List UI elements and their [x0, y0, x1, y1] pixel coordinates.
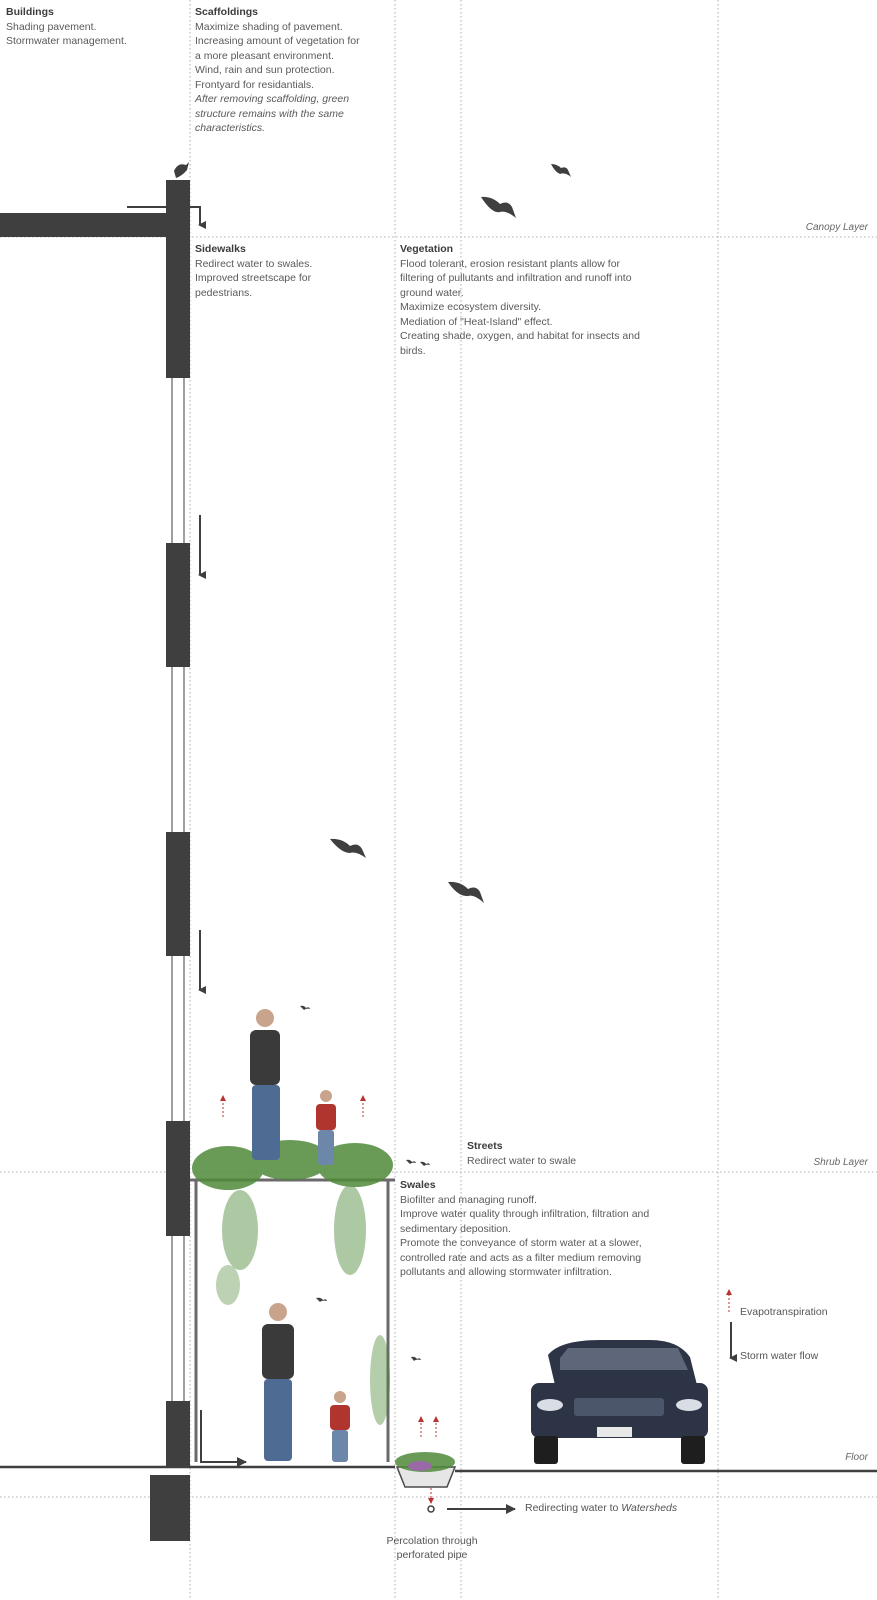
swales-line: Improve water quality through infiltration, filtration and — [400, 1208, 650, 1220]
facade-block-2 — [166, 543, 190, 667]
sidewalks-line: pedestrians. — [195, 286, 253, 299]
person-icon — [262, 1303, 294, 1461]
person-icon — [330, 1391, 350, 1462]
bird-icon — [406, 1160, 416, 1164]
vegetation-line: ground water. — [400, 286, 464, 299]
car-icon — [531, 1340, 708, 1464]
streets-title: Streets — [467, 1140, 503, 1152]
scaffoldings-note: After removing scaffolding, green — [195, 93, 350, 105]
facade-block-4 — [166, 1121, 190, 1236]
scaffoldings-line: Maximize shading of pavement. — [195, 20, 343, 33]
bird-icon — [300, 1006, 310, 1010]
percolation-line-1: Percolation through — [386, 1535, 478, 1547]
vegetation-line: Creating shade, oxygen, and habitat for insects and — [400, 330, 640, 342]
swales-title: Swales — [400, 1179, 436, 1191]
facade-block-1 — [166, 180, 190, 378]
bird-icon — [481, 197, 516, 218]
buildings-title: Buildings — [6, 6, 54, 18]
vegetation-line: Flood tolerant, erosion resistant plants allow for — [400, 257, 621, 270]
swales-line: Biofilter and managing runoff. — [400, 1193, 537, 1206]
vegetation-line: birds. — [400, 344, 426, 357]
buildings-block — [6, 5, 176, 49]
bird-icon — [448, 882, 484, 903]
perforated-pipe — [428, 1506, 434, 1512]
vegetation-line: filtering of pullutants and infiltration and runoff into — [400, 272, 632, 284]
bird-icon — [420, 1162, 430, 1166]
buildings-line: Shading pavement. — [6, 20, 97, 33]
swales-block — [400, 1178, 710, 1280]
bird-icon — [330, 839, 366, 858]
sidewalks-line: Improved streetscape for — [195, 272, 312, 284]
swales-line: pollutants and allowing stormwater infiltration. — [400, 1266, 612, 1278]
percolation-label — [362, 1534, 502, 1562]
buildings-line: Stormwater management. — [6, 35, 127, 47]
streets-line: Redirect water to swale — [467, 1154, 577, 1167]
foundation — [150, 1475, 190, 1541]
bird-icon — [551, 164, 571, 177]
sidewalks-line: Redirect water to swales. — [195, 257, 313, 270]
streets-block — [467, 1139, 667, 1168]
canopy-layer-label: Canopy Layer — [805, 222, 868, 233]
swales-line: Promote the conveyance of storm water at a slower, — [400, 1237, 642, 1249]
vegetation-line: Mediation of "Heat-Island" effect. — [400, 315, 553, 328]
floor-layer-label: Floor — [845, 1452, 868, 1463]
person-icon — [316, 1090, 336, 1165]
legend-storm-water-flow: Storm water flow — [740, 1350, 819, 1362]
shrub-layer-label: Shrub Layer — [813, 1157, 868, 1168]
bird-icon — [316, 1298, 327, 1302]
scaffoldings-note: structure remains with the same — [195, 107, 344, 120]
swales-line: sedimentary deposition. — [400, 1222, 511, 1235]
vegetation-title: Vegetation — [400, 243, 454, 255]
person-icon — [250, 1009, 280, 1160]
facade-block-5 — [166, 1401, 190, 1467]
scaffoldings-note: characteristics. — [195, 122, 266, 134]
sidewalk-runoff-arrow — [201, 1410, 246, 1462]
sidewalks-block — [195, 242, 390, 300]
redirecting-water-label — [525, 1502, 677, 1514]
redirecting-target: Watersheds — [621, 1502, 678, 1514]
scaffoldings-line: a more pleasant environment. — [195, 49, 334, 62]
planter-icon — [395, 1452, 455, 1487]
bird-icon — [411, 1357, 421, 1361]
percolation-line-2: perforated pipe — [396, 1549, 468, 1561]
vegetation-line: Maximize ecosystem diversity. — [400, 301, 542, 313]
vegetation-block — [400, 242, 700, 358]
legend-evapotranspiration: Evapotranspiration — [740, 1306, 828, 1318]
scaffoldings-line: Wind, rain and sun protection. — [195, 64, 335, 76]
swales-line: controlled rate and acts as a filter medium removing — [400, 1251, 642, 1264]
scaffoldings-title: Scaffoldings — [195, 6, 259, 18]
scaffold-vegetation — [192, 1140, 393, 1425]
sidewalks-title: Sidewalks — [195, 243, 246, 255]
bird-icon — [174, 162, 189, 178]
facade-block-3 — [166, 832, 190, 956]
redirecting-prefix: Redirecting water to — [525, 1502, 622, 1514]
scaffoldings-line: Increasing amount of vegetation for — [195, 35, 360, 47]
building-facade — [0, 180, 190, 1541]
roof-slab — [0, 213, 190, 237]
scaffoldings-block — [195, 5, 390, 136]
scaffoldings-line: Frontyard for residantials. — [195, 78, 315, 91]
